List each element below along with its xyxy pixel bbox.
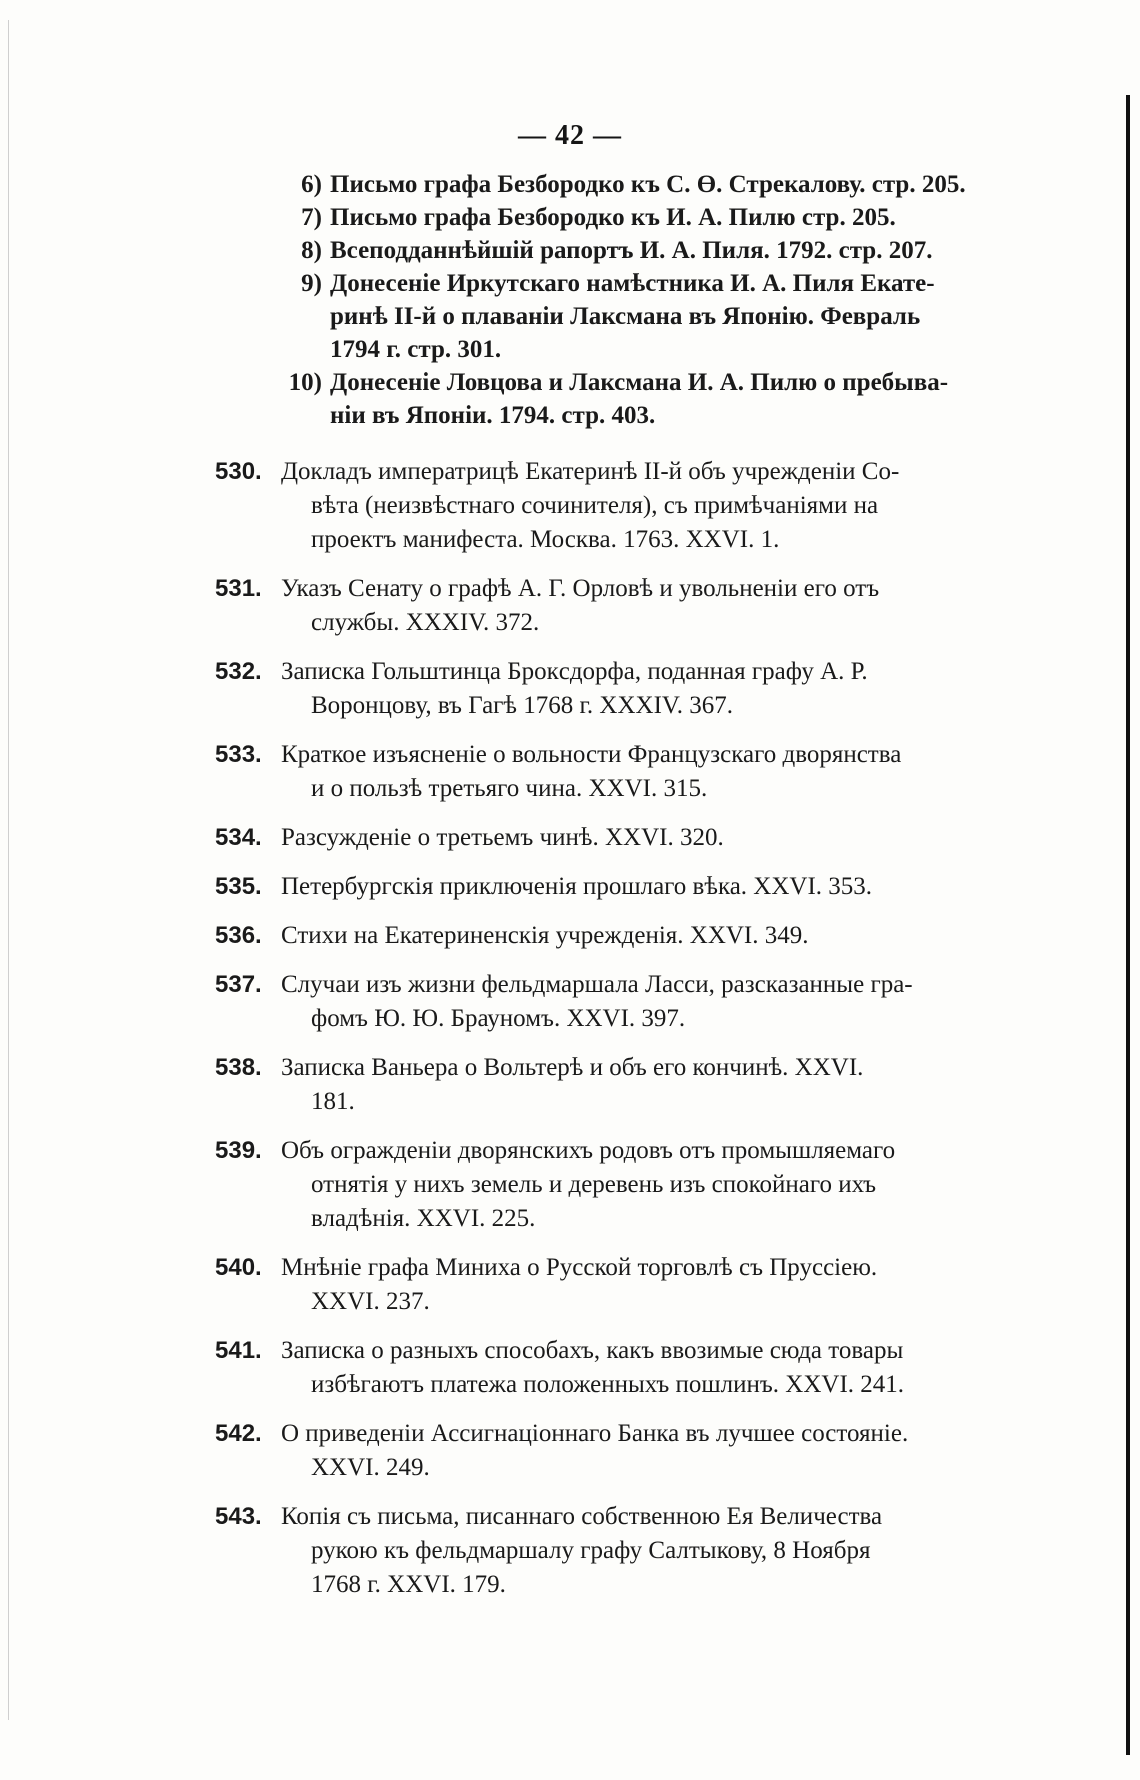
entry-text-line: Мнѣніе графа Миниха о Русской торговлѣ съ Пруссіею. — [281, 1254, 878, 1281]
subitem-text-line: Письмо графа Безбородко къ И. А. Пилю стр. 205. — [330, 204, 896, 231]
entry — [215, 1251, 1050, 1319]
entry-body — [281, 968, 1050, 1036]
subitem-number: 9) — [301, 270, 322, 297]
subitem-number-spacer — [280, 399, 322, 432]
entry-text-line: Записка о разныхъ способахъ, какъ ввозимые сюда товары — [281, 1337, 904, 1364]
entry-text-line: владѣнія. XXVI. 225. — [311, 1205, 536, 1232]
subitem-text-line: ринѣ II-й о плаваніи Лаксмана въ Японію. Февраль — [330, 303, 921, 330]
subitem — [280, 366, 1050, 432]
entry-number: 543. — [215, 1503, 262, 1530]
subitem-text-line: ніи въ Японіи. 1794. стр. 403. — [330, 402, 656, 429]
entry-text-line: Записка Гольштинца Брокcдорфа, поданная графу А. Р. — [281, 658, 868, 685]
entry-body — [281, 870, 1050, 904]
entry — [215, 1334, 1050, 1402]
subitem — [280, 168, 1050, 201]
entry — [215, 821, 1050, 855]
entry-body — [281, 821, 1050, 855]
entry-text-line: Объ огражденіи дворянскихъ родовъ отъ промышляемаго — [281, 1137, 896, 1164]
entry — [215, 1500, 1050, 1602]
subitem-text-line: Письмо графа Безбородко къ С. Ө. Стрекалову. стр. 205. — [330, 171, 966, 198]
entry-body — [281, 1334, 1050, 1402]
entry-text-line: XXVI. 249. — [311, 1454, 430, 1481]
entry-number: 542. — [215, 1420, 262, 1447]
entry-number: 531. — [215, 575, 262, 602]
entry-body — [281, 1417, 1050, 1485]
entry-number: 541. — [215, 1337, 262, 1364]
subitem-number: 6) — [301, 171, 322, 198]
entry-body — [281, 572, 1050, 640]
subitem-number-spacer — [280, 300, 322, 333]
entry-text-line: 181. — [311, 1088, 355, 1115]
entry-text-line: избѣгаютъ платежа положенныхъ пошлинъ. XXVI. 241. — [311, 1371, 905, 1398]
entry-body — [281, 655, 1050, 723]
entry-number: 534. — [215, 824, 262, 851]
entry-number: 537. — [215, 971, 262, 998]
entry-number: 539. — [215, 1137, 262, 1164]
entry-text-line: проектъ манифеста. Москва. 1763. XXVI. 1. — [311, 526, 780, 553]
entry-number: 538. — [215, 1054, 262, 1081]
entry-text-line: фомъ Ю. Ю. Брауномъ. XXVI. 397. — [311, 1005, 686, 1032]
entry — [215, 1417, 1050, 1485]
entry-text-line: XXVI. 237. — [311, 1288, 430, 1315]
entry-text-line: отнятія у нихъ земель и деревень изъ спокойнаго ихъ — [311, 1171, 877, 1198]
subitem-text-line: Донесеніе Иркутскаго намѣстника И. А. Пиля Екате- — [330, 270, 935, 297]
subitem — [280, 234, 1050, 267]
entry-text-line: Воронцову, въ Гагѣ 1768 г. XXXIV. 367. — [311, 692, 733, 719]
entry-number: 533. — [215, 741, 262, 768]
entry-text-line: 1768 г. XXVI. 179. — [311, 1571, 506, 1598]
entry-text-line: Случаи изъ жизни фельдмаршала Ласси, разсказанные гра- — [281, 971, 913, 998]
entry — [215, 870, 1050, 904]
margin-rule — [8, 20, 9, 1720]
entry — [215, 738, 1050, 806]
entry — [215, 572, 1050, 640]
subitem — [280, 267, 1050, 366]
subitem-number-spacer — [280, 333, 322, 366]
entry-text-line: Разсужденіе о третьемъ чинѣ. XXVI. 320. — [281, 824, 724, 851]
entry-body — [281, 1051, 1050, 1119]
entry-text-line: Копія съ письма, писаннаго собственною Ея Величества — [281, 1503, 883, 1530]
subitem-number: 8) — [301, 237, 322, 264]
subitem-number: 7) — [301, 204, 322, 231]
entry-text-line: Записка Ваньера о Вольтерѣ и объ его кончинѣ. XXVI. — [281, 1054, 864, 1081]
subitem-text-line: 1794 г. стр. 301. — [330, 336, 502, 363]
subitem — [280, 201, 1050, 234]
entry-text-line: Краткое изъясненіе о вольности Французскаго дворянства — [281, 741, 902, 768]
entry-number: 536. — [215, 922, 262, 949]
page-edge-bar — [1126, 95, 1130, 1755]
subitem-text-line: Донесеніе Ловцова и Лаксмана И. А. Пилю о пребыва- — [330, 369, 949, 396]
entry-body — [281, 455, 1050, 557]
entry — [215, 655, 1050, 723]
entry-text-line: службы. XXXIV. 372. — [311, 609, 540, 636]
entry-body — [281, 1500, 1050, 1602]
entry-text-line: и о пользѣ третьяго чина. XXVI. 315. — [311, 775, 708, 802]
entry-body — [281, 1134, 1050, 1236]
entry-text-line: О приведеніи Ассигнаціоннаго Банка въ лучшее состояніе. — [281, 1420, 909, 1447]
entry — [215, 455, 1050, 557]
entry-text-line: Петербургскія приключенія прошлаго вѣка. XXVI. 353. — [281, 873, 873, 900]
entry-number: 540. — [215, 1254, 262, 1281]
entry-text-line: Указъ Сенату о графѣ А. Г. Орловѣ и увольненіи его отъ — [281, 575, 880, 602]
entry-number: 535. — [215, 873, 262, 900]
entry-body — [281, 1251, 1050, 1319]
subitem-number: 10) — [288, 369, 322, 396]
entry-text-line: Докладъ императрицѣ Екатеринѣ II-й объ учрежденіи Со- — [281, 458, 900, 485]
entry-number: 530. — [215, 458, 262, 485]
entry — [215, 1134, 1050, 1236]
entry-text-line: Стихи на Екатериненскія учрежденія. XXVI. 349. — [281, 922, 809, 949]
entry — [215, 968, 1050, 1036]
subitem-list — [280, 168, 1050, 432]
entry-body — [281, 919, 1050, 953]
entry-list — [215, 455, 1050, 1602]
entry-body — [281, 738, 1050, 806]
entry — [215, 1051, 1050, 1119]
page-number: — 42 — — [518, 120, 622, 151]
entry-text-line: вѣта (неизвѣстнаго сочинителя), съ примѣчаніями на — [311, 492, 879, 519]
subitem-text-line: Всеподданнѣйшій рапортъ И. А. Пиля. 1792. стр. 207. — [330, 237, 933, 264]
entry-text-line: рукою къ фельдмаршалу графу Салтыкову, 8 Ноября — [311, 1537, 871, 1564]
entry-number: 532. — [215, 658, 262, 685]
entry — [215, 919, 1050, 953]
